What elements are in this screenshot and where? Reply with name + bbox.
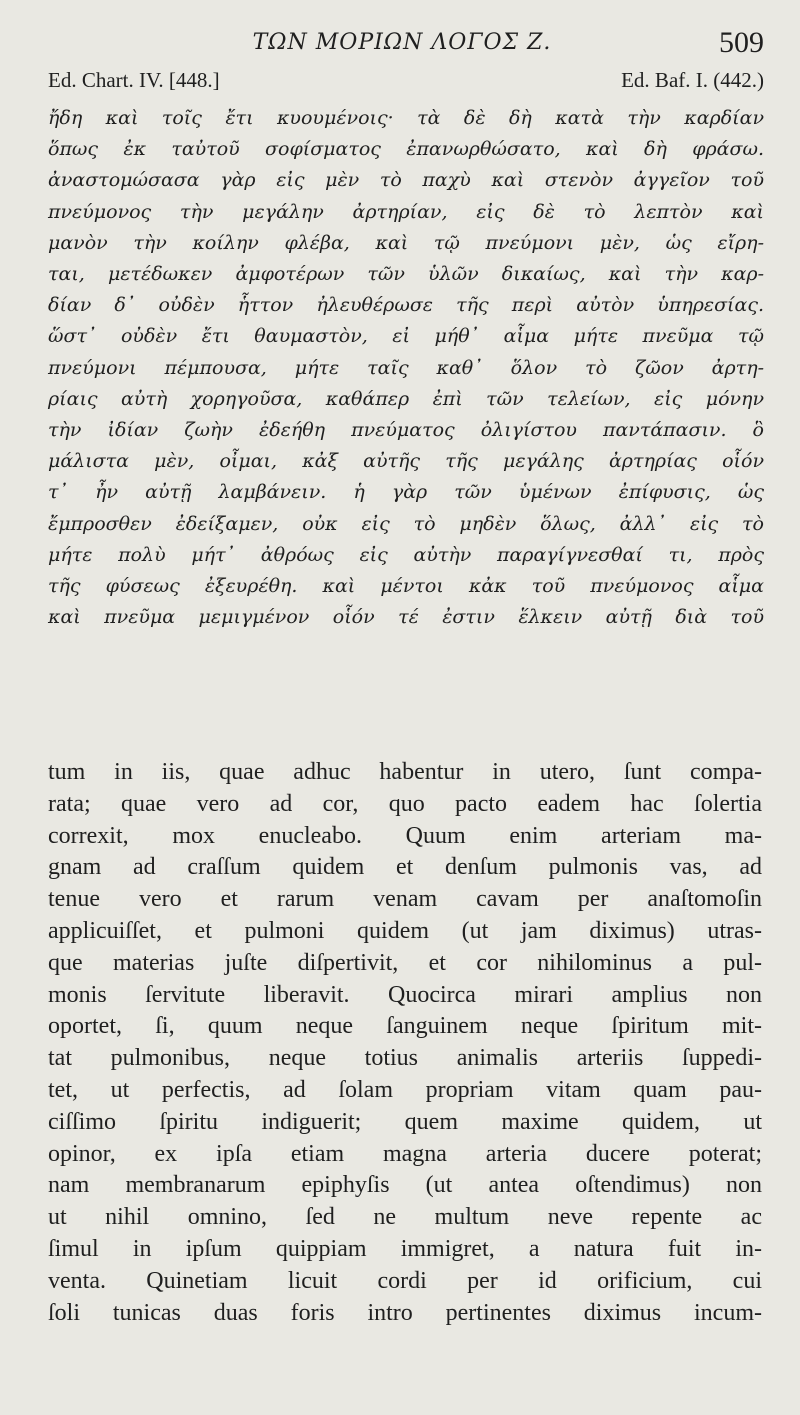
greek-text [40,103,764,633]
edition-references [40,68,764,93]
latin-text-line: rata; quae vero ad cor, quo pacto eadem hac ſolertia [48,790,762,817]
page-number: 509 [719,26,764,59]
latin-text-line: oportet, ſi, quum neque ſanguinem neque ſpiritum mit- [48,1013,762,1040]
greek-text-line: ρίαις αὐτὴ χορηγοῦσα, καθάπερ ἐπὶ τῶν τελείων, εἰς μόνην [48,387,764,410]
greek-text-line: ἔμπροσθεν ἐδείξαμεν, οὐκ εἰς τὸ μηδὲν ὅλως, ἀλλ᾽ εἰς τὸ [48,512,764,535]
edition-chart-reference: Ed. Chart. IV. [448.] [48,68,220,92]
latin-text-line: nam membranarum epiphyſis (ut antea oſtendimus) non [48,1172,762,1199]
latin-text-line: applicuiſſet, et pulmoni quidem (ut jam diximus) utras- [48,917,762,944]
latin-text-line: que materias juſte diſpertivit, et cor nihilominus a pul- [48,949,762,976]
running-title: ΤΩΝ ΜΟΡΙΩΝ ΛΟΓΟΣ Ζ. [252,30,552,55]
greek-text-line: τὴν ἰδίαν ζωὴν ἐδεήθη πνεύματος ὀλιγίστου παντάπασιν. ὃ [48,419,764,442]
latin-text-line: tat pulmonibus, neque totius animalis arteriis ſuppedi- [48,1045,762,1072]
greek-text-line: δίαν δ᾽ οὐδὲν ἧττον ἠλευθέρωσε τῆς περὶ αὐτὸν ὑπηρεσίας. [48,294,764,317]
latin-text-line: opinor, ex ipſa etiam magna arteria ducere poterat; [48,1140,762,1167]
latin-text-line: ut nihil omnino, ſed ne multum neve repente ac [48,1204,762,1231]
latin-text-line: venta. Quinetiam licuit cordi per id orificium, cui [48,1267,762,1294]
latin-text-line: tenue vero et rarum venam cavam per anaſtomoſin [48,886,762,913]
greek-text-line: ὅπως ἐκ ταὐτοῦ σοφίσματος ἐπανωρθώσατο, καὶ δὴ φράσω. [48,138,764,161]
greek-text-line: καὶ πνεῦμα μεμιγμένον οἷόν τέ ἐστιν ἕλκειν αὐτῇ διὰ τοῦ [48,606,764,629]
edition-basel-reference: Ed. Baf. I. (442.) [621,68,764,92]
greek-text-line: τῆς φύσεως ἐξευρέθη. καὶ μέντοι κἀκ τοῦ πνεύμονος αἷμα [48,575,764,598]
greek-text-line: ἤδη καὶ τοῖς ἔτι κυουμένοις· τὰ δὲ δὴ κατὰ τὴν καρδίαν [48,107,764,129]
greek-text-line: μανὸν τὴν κοίλην φλέβα, καὶ τῷ πνεύμονι μὲν, ὡς εἴρη- [48,231,764,254]
greek-text-line: ἀναστομώσασα γὰρ εἰς μὲν τὸ παχὺ καὶ στενὸν ἀγγεῖον τοῦ [48,169,764,192]
greek-text-line: ὥστ᾽ οὐδὲν ἔτι θαυμαστὸν, εἰ μήθ᾽ αἷμα μήτε πνεῦμα τῷ [48,325,764,348]
latin-text-line: ciſſimo ſpiritu indiguerit; quem maxime quidem, ut [48,1108,762,1135]
greek-text-line: πνεύμονι πέμπουσα, μήτε ταῖς καθ᾽ ὅλον τὸ ζῶον ἀρτη- [48,356,764,379]
greek-text-line: μάλιστα μὲν, οἶμαι, κἀξ αὐτῆς τῆς μεγάλης ἀρτηρίας οἷόν [48,450,764,473]
greek-text-line: τ᾽ ἦν αὐτῇ λαμβάνειν. ἡ γὰρ τῶν ὑμένων ἐπίφυσις, ὡς [48,481,764,504]
latin-text-line: tum in iis, quae adhuc habentur in utero, ſunt compa- [48,759,762,785]
running-head [40,26,764,64]
latin-text-line: ſimul in ipſum quippiam immigret, a natura fuit in- [48,1235,762,1262]
latin-text-line: ſoli tunicas duas foris intro pertinentes diximus incum- [48,1299,762,1326]
greek-text-line: ται, μετέδωκεν ἀμφοτέρων τῶν ὑλῶν δικαίως, καὶ τὴν καρ- [48,263,764,286]
greek-text-line: πνεύμονος τὴν μεγάλην ἀρτηρίαν, εἰς δὲ τὸ λεπτὸν καὶ [48,200,764,223]
latin-translation [48,757,762,1329]
latin-text-line: gnam ad craſſum quidem et denſum pulmonis vas, ad [48,854,762,881]
latin-text-line: tet, ut perfectis, ad ſolam propriam vitam quam pau- [48,1076,762,1103]
greek-text-line: μήτε πολὺ μήτ᾽ ἀθρόως εἰς αὐτὴν παραγίγνεσθαί τι, πρὸς [48,543,764,566]
latin-text-line: monis ſervitute liberavit. Quocirca mirari amplius non [48,981,762,1008]
latin-text-line: correxit, mox enucleabo. Quum enim arteriam ma- [48,822,762,849]
